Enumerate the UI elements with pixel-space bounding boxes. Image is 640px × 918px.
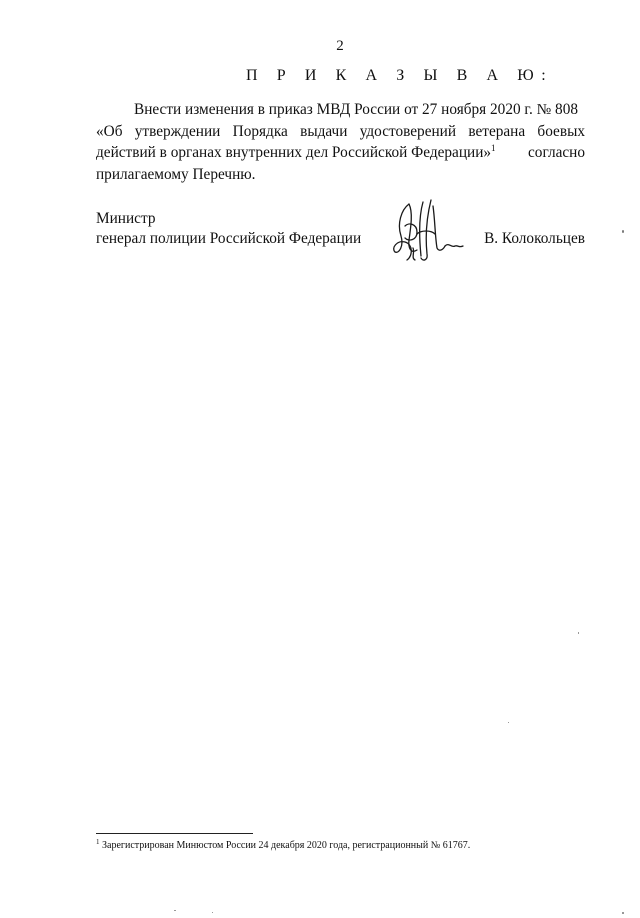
signer-name: В. Колокольцев xyxy=(484,230,585,247)
body-line-3-main: действий в органах внутренних дел Российской Федерации» xyxy=(96,144,492,161)
body-line-2: «Об утверждении Порядка выдачи удостоверений ветерана боевых xyxy=(96,122,585,140)
scan-speck xyxy=(508,722,509,723)
scan-speck xyxy=(174,910,176,911)
body-line-4: прилагаемому Перечню. xyxy=(96,165,256,183)
body-line-1: Внести изменения в приказ МВД России от 27 ноября 2020 г. № 808 xyxy=(134,101,578,118)
handwritten-signature xyxy=(387,196,467,268)
footnote-divider xyxy=(96,833,253,834)
footnote xyxy=(96,840,470,851)
order-body xyxy=(96,99,585,185)
order-heading: П Р И К А З Ы В А Ю: xyxy=(246,67,554,84)
scan-speck xyxy=(622,912,624,914)
footnote-text: Зарегистрирован Минюстом России 24 декабря 2020 года, регистрационный № 61767. xyxy=(99,840,471,851)
body-line-3 xyxy=(96,142,585,164)
body-line-3-tail: согласно xyxy=(528,144,585,161)
signer-position: Министр xyxy=(96,210,156,227)
signer-rank: генерал полиции Российской Федерации xyxy=(96,230,362,247)
footnote-marker: 1 xyxy=(96,838,100,846)
scan-speck xyxy=(578,632,579,634)
footnote-reference: 1 xyxy=(491,143,496,153)
signature-block xyxy=(96,210,585,270)
scan-speck xyxy=(622,230,624,233)
scan-speck xyxy=(212,912,213,913)
page-number: 2 xyxy=(336,38,344,54)
